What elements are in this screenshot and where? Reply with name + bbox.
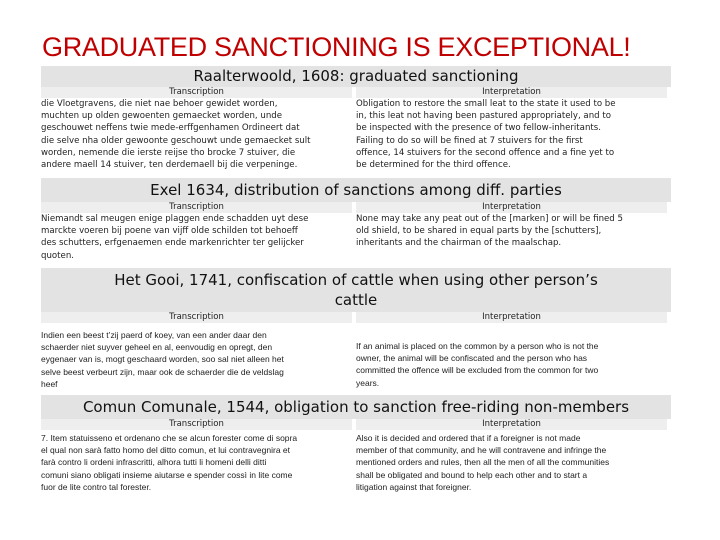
section-heading: Comun Comunale, 1544, obligation to sanction free-riding non-members xyxy=(41,395,671,419)
section-heading: Exel 1634, distribution of sanctions among diff. parties xyxy=(41,178,671,202)
transcription-header: Transcription xyxy=(41,202,352,213)
section-comun-comunale xyxy=(41,395,671,493)
transcription-column xyxy=(41,312,356,390)
transcription-text: Indien een beest t’zij paerd of koey, van een ander daar den schaerder niet suyver geheel en al, eenvoudig en opregt, den eygenaer van is, mogt geschaard worden, soo sal niet alleen het selve beest verbeurt zijn, maar ook de schaerder die de veldslag heef xyxy=(41,330,284,389)
transcription-header: Transcription xyxy=(41,87,352,98)
section-raalterwoold xyxy=(41,66,671,171)
section-exel xyxy=(41,178,671,262)
transcription-header: Transcription xyxy=(41,419,352,430)
interpretation-column xyxy=(356,312,671,390)
transcription-text: 7. Item statuisseno et ordenano che se alcun forester come di sopra el qual non sarà fatto homo del ditto comun, et lui contravegnira et farà contro li ordeni infrascritti, alhora tutti li homeni delli ditti comuni siano obligati insieme aiutarse e spender cossì in lite come fuor de lite contro tal forester. xyxy=(41,433,298,492)
interpretation-column xyxy=(356,202,671,262)
interpretation-header: Interpretation xyxy=(356,312,667,323)
interpretation-header: Interpretation xyxy=(356,202,667,213)
transcription-text: die Vloetgravens, die niet nae behoer gewidet worden, muchten up olden gewoenten gemaecket worden, unde geschouwet neffens twie mede-erffgenhamen Ordineert dat die selve nha older gewoonte geschouwt unde gemaecket sult worden, nemende die ierste reijse tho brocke 7 stuiver, die andere maell 14 stuiver, ten derdemaell bij die verpeninge. xyxy=(41,99,311,171)
interpretation-column xyxy=(356,87,671,171)
transcription-column xyxy=(41,202,356,262)
slide-title: GRADUATED SANCTIONING IS EXCEPTIONAL! xyxy=(42,32,631,62)
interpretation-header: Interpretation xyxy=(356,419,667,430)
interpretation-text: Obligation to restore the small leat to the state it used to be in, this leat not having been pastured appropriately, and to be inspected with the presence of two fellow-inheritants. Failing to do so will be fined at 7 stuivers for the first offence, 14 stuivers for the second offence and a fine yet to be determined for the third offence. xyxy=(356,99,616,171)
transcription-column xyxy=(41,419,356,493)
interpretation-text: If an animal is placed on the common by a person who is not the owner, the animal will be confiscated and the person who has committed the offence will be excluded from the common for two years. xyxy=(356,341,599,388)
interpretation-text: None may take any peat out of the [marken] or will be fined 5 old shield, to be shared in equal parts by the [schutters], inheritants and the chairman of the maalschap. xyxy=(356,214,623,249)
transcription-column xyxy=(41,87,356,171)
section-het-gooi xyxy=(41,268,671,390)
section-heading: Raalterwoold, 1608: graduated sanctioning xyxy=(41,66,671,87)
interpretation-header: Interpretation xyxy=(356,87,667,98)
section-heading: Het Gooi, 1741, confiscation of cattle when using other person’s cattle xyxy=(41,268,671,312)
interpretation-text: Also it is decided and ordered that if a foreigner is not made member of that community, and he will contravene and infringe the mentioned orders and rules, then all the men of all the communities shall be obligated and bound to help each other and to start a litigation against that foreigner. xyxy=(356,433,610,492)
transcription-header: Transcription xyxy=(41,312,352,323)
interpretation-column xyxy=(356,419,671,493)
transcription-text: Niemandt sal meugen enige plaggen ende schadden uyt dese marckte voeren bij poene van vijff olde schilden tot behoeff des schutters, erfgenaemen ende markenrichter ter gelijcker quoten. xyxy=(41,214,309,261)
